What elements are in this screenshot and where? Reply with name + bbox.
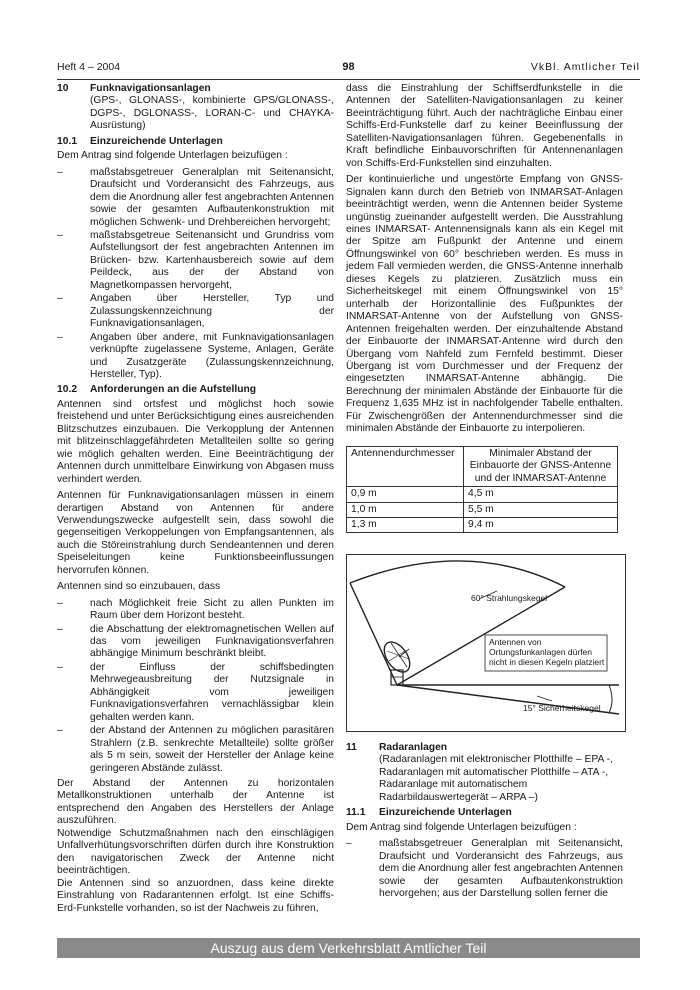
right-column xyxy=(346,83,623,533)
section-number: 11 xyxy=(346,742,357,753)
safety-cone-label: 15° Sicherheitskegel xyxy=(523,703,601,713)
section-number: 10 xyxy=(57,83,69,94)
table-cell: 4,5 m xyxy=(464,487,618,502)
table-row xyxy=(347,517,618,532)
list-item: – maßstabsgetreuer Generalplan mit Seitenansicht, Draufsicht und Vorderansicht des Fahrzeugs, aus dem die Anordnung aller fest angebrachten Antennen sowie der gesamten Aufbautenkonstruktion hervorgehen; aus der Darstellung sollen ferner die xyxy=(346,838,623,900)
paragraph: Der Abstand der Antennen zu horizontalen Metallkonstruktionen unterhalb der Antenne ist entsprechend den Angaben des Herstellers der Anlage auszuführen. xyxy=(57,778,334,827)
distance-table xyxy=(346,446,618,534)
section-11-1-heading xyxy=(346,807,623,819)
section-number: 11.1 xyxy=(346,807,366,819)
list-item: – die Abschattung der elektromagnetischen Wellen auf das vom jeweiligen Funknavigationsverfahren abhängige Minimum beschränkt bleibt. xyxy=(57,624,334,661)
section-title: Einzureichende Unterlagen xyxy=(90,135,223,147)
page-number: 98 xyxy=(342,61,355,73)
inmarsat-cone-diagram xyxy=(346,554,626,732)
paragraph: dass die Einstrahlung der Schiffserdfunkstelle in die Antennen der Satelliten-Navigationsanlagen zu keiner Beeinträchtigung führt. Auch der nachträgliche Einbau einer Schiffs-Erd-Funkstelle darf zu keiner Beeinflussung der Satelliten-Navigationsanlagen führen. Gegebenenfalls in Kraft befindliche Einbauvorschriften für Antennenanlagen von Schiffs-Erd-Funkstellen sind einzuhalten. xyxy=(346,83,623,169)
paragraph: Der kontinuierliche und ungestörte Empfang von GNSS-Signalen kann durch den Betrieb von INMARSAT-Anlagen beeinträchtigt werden, wenn die Antennen beider Systeme ungünstig zueinander aufgestellt werden. Die Ausstrahlung eines INMARSAT- Antennensignals kann als ein Kegel mit der Spitze am Fußpunkt der Antenne und einem Öffnungswinkel von 60° beschrieben werden. Es muss in jedem Fall vermieden werden, die GNSS-Antenne innerhalb dieses Kegels zu platzieren. Zusätzlich muss ein Sicherheitskegel mit einem Öffnungswinkel von 15° unterhalb der Horizontallinie des Fußpunktes der INMARSAT-Antenne von der Aufstellung von GNSS-Antennen freigehalten werden. Der einzuhaltende Abstand der Einbauorte der INMARSAT-Antenne wird durch den Übergang vom Nahfeld zum Fernfeld bestimmt. Dieser Übergang ist vom Durchmesser und der Frequenz der eingesetzten INMARSAT-Antenne abhängig. Die Berechnung der minimalen Abstände der Einbauorte für die Frequenz 1,635 MHz ist in nachfolgender Tabelle enthalten. Für Zwischengrößen der Antennendurchmesser sind die minimalen Abstände der Einbauorte zu interpolieren. xyxy=(346,174,623,435)
header-divider xyxy=(57,79,640,80)
table-cell: 0,9 m xyxy=(347,487,464,502)
list-item: – maßstabsgetreuer Generalplan mit Seitenansicht, Draufsicht und Vorderansicht des Fahrzeugs, aus dem die Anordnung aller fest angebrachten Antennen sowie der gesamten Aufbautenkonstruktion mit möglichen Schwenk- und Drehbereichen hervorgeht; xyxy=(57,167,334,229)
issue-label: Heft 4 – 2004 xyxy=(57,61,121,73)
section-title: Anforderungen an die Aufstellung xyxy=(90,384,257,396)
section-number: 10.1 xyxy=(57,135,78,147)
paragraph: Dem Antrag sind folgende Unterlagen beizufügen : xyxy=(346,821,577,833)
section-10-subtitle: (GPS-, GLONASS-, kombinierte GPS/GLONASS-, DGPS-, DGLONASS-, LORAN-C- und CHAYKA-Ausrüstung) xyxy=(90,95,334,132)
table-header-row xyxy=(347,446,618,486)
document-list xyxy=(57,167,334,382)
safety-arc xyxy=(609,685,612,713)
list-item: – nach Möglichkeit freie Sicht zu allen Punkten im Raum über dem Horizont besteht. xyxy=(57,598,334,623)
paragraph: Notwendige Schutzmaßnahmen nach den einschlägigen Unfallverhütungsvorschriften dürfen durch ihre Konstruktion den navigatorischen Zweck der Antenne nicht beeinträchtigen. xyxy=(57,827,334,877)
section-10-1-heading xyxy=(57,136,334,148)
journal-label: VkBl. Amtlicher Teil xyxy=(530,61,640,73)
section-title: Funknavigationsanlagen xyxy=(90,83,211,94)
list-item: – Angaben über andere, mit Funknavigationsanlagen verknüpfte zugelassene Systeme, Anlagen, Geräte und Zusatzgeräte (Zulassungskennzeichnung, Hersteller, Typ). xyxy=(57,332,334,382)
note-label: Antennen von Ortungsfunkanlagen dürfen nicht in diesen Kegeln platziert xyxy=(489,637,605,667)
table-header: Minimaler Abstand der Einbauorte der GNSS-Antenne und der INMARSAT-Antenne xyxy=(464,446,618,486)
list-item: – Angaben über Hersteller, Typ und Zulassungskennzeichnung der Funknavigationsanlagen, xyxy=(57,293,334,330)
table-row xyxy=(347,502,618,517)
requirements-list xyxy=(57,598,334,775)
document-list xyxy=(346,838,623,900)
section-title: Einzureichende Unterlagen xyxy=(379,807,512,819)
cone-arc xyxy=(350,561,565,587)
paragraph: Die Antennen sind so anzuordnen, dass keine direkte Einstrahlung von Radarantennen erfolgt. Ist eine Schiffs-Erd-Funkstelle vorhanden, so ist der Nachweis zu führen, xyxy=(57,877,334,914)
table-cell: 5,5 m xyxy=(464,502,618,517)
paragraph: Antennen sind so einzubauen, dass xyxy=(57,581,221,593)
section-11-heading xyxy=(346,742,623,754)
radiation-cone-label: 60° Strahlungskegel xyxy=(471,593,548,603)
page-header xyxy=(57,61,640,77)
section-10-2-heading xyxy=(57,384,334,396)
section-title: Radaranlagen xyxy=(379,742,448,753)
table-cell: 9,4 m xyxy=(464,517,618,532)
left-column xyxy=(57,83,334,915)
pointer-line xyxy=(537,696,552,701)
paragraph: Dem Antrag sind folgende Unterlagen beizufügen : xyxy=(57,150,288,162)
table-row xyxy=(347,487,618,502)
section-11-subtitle: (Radaranlagen mit elektronischer Plotthilfe – EPA -, Radaranlagen mit automatischer Plotthilfe – ATA -, Radaranlage mit automatischem Radarbildauswertegerät – ARPA –) xyxy=(379,754,613,803)
table-cell: 1,0 m xyxy=(347,502,464,517)
paragraph: Antennen sind ortsfest und möglichst hoch sowie freistehend und unter Berücksichtigung eines ausreichenden Blitzschutzes einzubauen. Die Verkopplung der Antennen mit blitzeinschlaggefährdeten Metallteilen sollte so gering wie möglich gehalten werden. Eine Beeinträchtigung der Antennen durch unmittelbare Einwirkung von Abgasen muss verhindert werden. xyxy=(57,398,334,485)
list-item: – der Abstand der Antennen zu möglichen parasitären Strahlern (z.B. senkrechte Metallteile) sollte größer als 5 m sein, soweit der Hersteller der Anlage keine geringeren Abstände zulässt. xyxy=(57,725,334,775)
cone-left-edge xyxy=(350,583,397,685)
table-cell: 1,3 m xyxy=(347,517,464,532)
right-column-lower xyxy=(346,742,623,903)
section-10-heading xyxy=(57,83,334,95)
list-item: – der Einfluss der schiffsbedingten Mehrwegeausbreitung der Nutzsignale in Abhängigkeit vom jeweiligen Funknavigationsverfahren vernachlässigbar klein gehalten werden kann. xyxy=(57,662,334,724)
section-number: 10.2 xyxy=(57,384,78,396)
list-item: – maßstabsgetreue Seitenansicht und Grundriss vom Aufstellungsort der fest angebrachten Antennen im Brücken- bzw. Kartenhausbereich sowie auf dem Peildeck, aus der der Abstand von Magnetkompassen hervorgeht, xyxy=(57,230,334,292)
paragraph: Antennen für Funknavigationsanlagen müssen in einem derartigen Abstand von Antennen für andere Verwendungszwecke aufgestellt sein, dass sowohl die gegenseitigen Verkoppelungen von Empfangsantennen, als auch die Störeinstrahlung durch Sendeantennen und deren Speiseleitungen keine Funktionsbeeinflussungen hervorrufen können. xyxy=(57,490,334,576)
page-footer-banner: Auszug aus dem Verkehrsblatt Amtlicher Teil xyxy=(57,938,640,958)
table-header: Antennendurchmesser xyxy=(347,446,464,486)
